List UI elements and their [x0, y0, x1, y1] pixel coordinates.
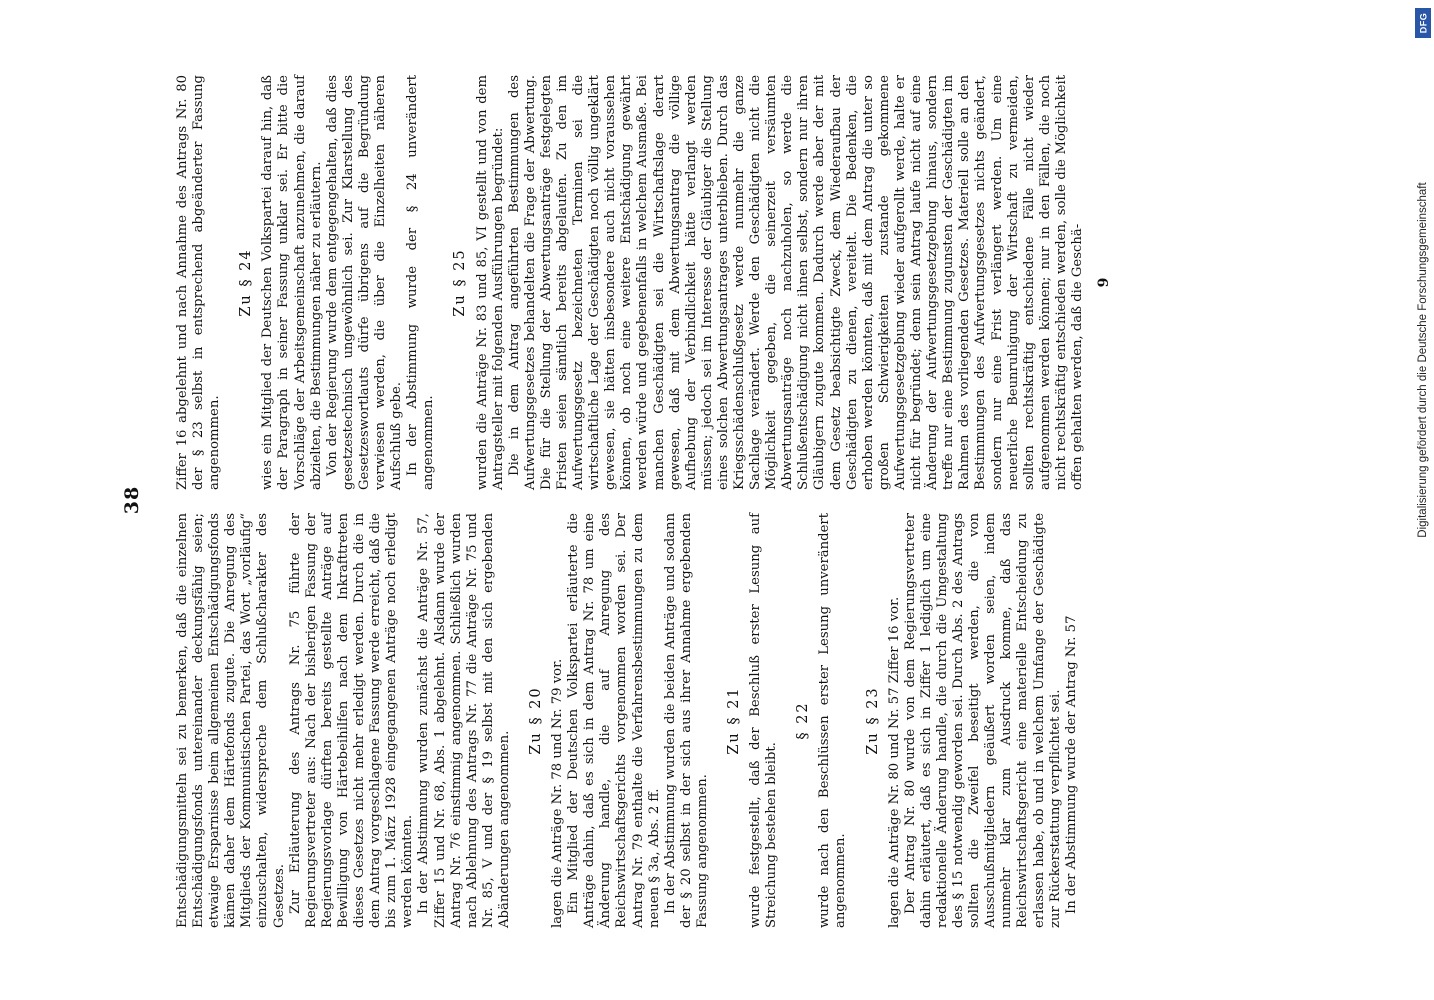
- dfg-logo-text: DFG: [1418, 12, 1428, 34]
- section-heading: Zu § 23: [864, 686, 881, 755]
- paragraph: In der Abstimmung wurde der § 24 unverändert angenommen.: [405, 75, 437, 490]
- paragraph: wurde nach den Beschlüssen erster Lesung unverändert angenommen.: [817, 513, 849, 928]
- paragraph: Von der Regierung wurde dem entgegengehalten, daß dies gesetzestechnisch ungewöhnlich sei. Zur Klarstellung des Gesetzeswortlauts dürfe übrigens auf die Begründung verwiesen werden, die über die Einzelheiten näheren Aufschluß gebe.: [324, 75, 405, 490]
- paragraph: lagen die Anträge Nr. 80 und Nr. 57 Ziffer 16 vor.: [886, 596, 902, 928]
- paragraph: Zur Erläuterung des Antrags Nr. 75 führte der Regierungsvertreter aus: Nach der bisherigen Fassung der Regierungsvorlage dürften bereits gestellte Anträge auf Bewilligung von Härtebeihilfen nach dem Inkrafttreten dieses Gesetzes nicht mehr erledigt werden. Durch die in dem Antrag vorgeschlagene Fassung werde erreicht, daß die bis zum 1. März 1928 eingegangenen Anträge noch erledigt werden könnten.: [287, 513, 416, 928]
- section-heading: Zu § 24: [238, 248, 255, 317]
- paragraph: Entschädigungsmitteln sei zu bemerken, daß die einzelnen Entschädigungsfonds untereinander deckungsfähig seien; etwaige Ersparnisse beim allgemeinen Entschädigungsfonds kämen daher dem Härtefonds zugute. Die Anregung des Mitglieds der Kommunistischen Partei, das Wort „vorläufig“ einzuschalten, widerspreche dem Schlußcharakter des Gesetzes.: [175, 513, 287, 928]
- document-page: [115, 60, 1295, 940]
- section-heading: Zu § 20: [527, 686, 544, 755]
- signature-mark: 9: [1096, 277, 1113, 288]
- paragraph: Ziffer 16 abgelehnt und nach Annahme des Antrags Nr. 80 der § 23 selbst in entsprechend abgeänderter Fassung angenommen.: [175, 75, 223, 490]
- paragraph: Die in dem Antrag angeführten Bestimmungen des Aufwertungsgesetzes behandelten die Frage der Abwertung. Die für die Stellung der Abwertungsanträge festgelegten Fristen seien sämtlich bereits abgelaufen. Zu den im Aufwertungsgesetz bezeichneten Terminen sei die wirtschaftliche Lage der Geschädigten noch völlig ungeklärt gewesen, sie hätten insbesondere auch nicht voraussehen können, ob noch eine weitere Entschädigung gewährt werden würde und gegebenenfalls in welchem Ausmaße. Bei manchen Geschädigten sei die Wirtschaftslage derart gewesen, daß mit dem Abwertungsantrag die völlige Aufhebung der Verbindlichkeit hätte verlangt werden müssen; jedoch sei im Interesse der Gläubiger die Stellung eines solchen Abwertungsantrages unterblieben. Durch das Kriegsschädenschlußgesetz werde nunmehr die ganze Sachlage verändert. Werde den Geschädigten nicht die Möglichkeit gegeben, die seinerzeit versäumten Abwertungsanträge noch nachzuholen, so werde die Schlußentschädigung nicht ihnen selbst, sondern nur ihren Gläubigern zugute kommen. Dadurch werde aber der mit dem Gesetz beabsichtigte Zweck, dem Wiederaufbau der Geschädigten zu dienen, vereitelt. Die Bedenken, die erhoben werden könnten, daß mit dem Antrag die unter so großen Schwierigkeiten zustande gekommene Aufwertungsgesetzgebung wieder aufgerollt werde, halte er nicht für begründet; denn sein Antrag laufe nicht auf eine Änderung der Aufwertungsgesetzgebung hinaus, sondern treffe nur eine Bestimmung zugunsten der Geschädigten im Rahmen des vorliegenden Gesetzes. Materiell solle an den Bestimmungen des Aufwertungsgesetzes nichts geändert, sondern nur eine Frist verlängert werden. Um eine neuerliche Beunruhigung der Wirtschaft zu vermeiden, sollten rechtskräftig entschiedene Fälle nicht wieder aufgenommen werden können; nur in den Fällen, die noch nicht rechtskräftig entschieden werden, solle die Möglichkeit offen gehalten werden, daß die Geschä-: [506, 75, 1085, 490]
- section-heading: Zu § 21: [726, 686, 742, 755]
- paragraph: wurden die Anträge Nr. 83 und 85, VI gestellt und von dem Antragsteller mit folgenden Ausführungen begründet:: [474, 75, 506, 490]
- paragraph: wurde festgestellt, daß der Beschluß erster Lesung auf Streichung bestehen bleibt.: [748, 513, 780, 928]
- paragraph: wies ein Mitglied der Deutschen Volkspartei darauf hin, daß der Paragraph in seiner Fassung unklar sei. Er bitte die Vorschläge der Arbeitsgemeinschaft anzunehmen, die darauf abzielten, die Bestimmungen näher zu erläutern.: [260, 75, 324, 490]
- left-column: [175, 513, 1080, 928]
- paragraph: In der Abstimmung wurde der Antrag Nr. 57: [1063, 615, 1079, 914]
- paragraph: Ein Mitglied der Deutschen Volkspartei erläuterte die Anträge dahin, daß es sich in dem Antrag Nr. 78 um eine Änderung handle, die auf Anregung des Reichswirtschaftsgerichts vorgenommen worden sei. Der Antrag Nr. 79 enthalte die Verfahrensbestimmungen zu dem neuen § 3a, Abs. 2 ff.: [566, 513, 662, 928]
- digitization-notice: Digitalisierung gefördert durch die Deutsche Forschungsgemeinschaft: [1417, 182, 1429, 538]
- paragraph: Der Antrag Nr. 80 wurde von dem Regierungsvertreter dahin erläutert, daß es sich in Ziffer 1 lediglich um eine redaktionelle Änderung handle, die durch die Umgestaltung des § 15 notwendig geworden sei. Durch Abs. 2 des Antrags sollten die Zweifel beseitigt werden, die von Ausschußmitgliedern geäußert worden seien, indem nunmehr klar zum Ausdruck komme, daß das Reichswirtschaftsgericht eine materielle Entscheidung zu erlassen habe, ob und in welchem Umfange der Geschädigte zur Rückerstattung verpflichtet sei.: [902, 513, 1063, 928]
- section-heading: Zu § 25: [452, 248, 469, 317]
- paragraph: lagen die Anträge Nr. 78 und Nr. 79 vor.: [550, 658, 566, 928]
- section-heading: § 22: [795, 701, 812, 740]
- right-column: [175, 75, 1112, 490]
- paragraph: In der Abstimmung wurden die beiden Anträge und sodann der § 20 selbst in der sich aus ihrer Annahme ergebenden Fassung angenommen.: [662, 513, 710, 928]
- dfg-logo: [1415, 8, 1431, 38]
- page-number: 38: [121, 485, 143, 515]
- paragraph: In der Abstimmung wurden zunächst die Anträge Nr. 57, Ziffer 15 und Nr. 68, Abs. 1 abgelehnt. Alsdann wurde der Antrag Nr. 76 einstimmig angenommen. Schließlich wurden nach Ablehnung des Antrags Nr. 77 die Anträge Nr. 75 und Nr. 85, V und der § 19 selbst mit den sich ergebenden Abänderungen angenommen.: [416, 513, 512, 928]
